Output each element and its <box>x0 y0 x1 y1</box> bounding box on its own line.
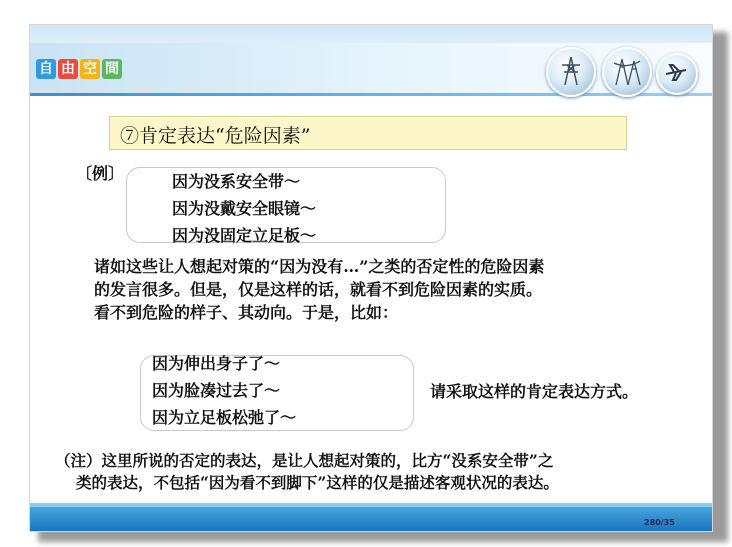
logo-char: 自 <box>36 59 56 79</box>
positive-line: 因为立足板松弛了～ <box>152 408 297 427</box>
paragraph-line: 看不到危险的样子、其动向。于是，比如： <box>94 303 399 322</box>
airplane-icon <box>656 53 698 95</box>
note-line: （注）这里所说的否定的表达，是让人想起对策的，比方“没系安全带”之 <box>55 451 554 470</box>
power-lines-icon <box>602 47 652 97</box>
slide <box>29 24 713 532</box>
note-line: 类的表达，不包括“因为看不到脚下”这样的仅是描述客观状况的表达。 <box>76 473 559 492</box>
example-label: 〔例〕 <box>76 164 125 183</box>
logo-char: 空 <box>80 59 100 79</box>
power-tower-icon <box>546 47 596 97</box>
header-line <box>30 93 712 96</box>
logo <box>36 59 122 83</box>
example-line: 因为没固定立足板～ <box>172 226 317 245</box>
page-number: 280/35 <box>644 518 675 527</box>
section-title: ⑦肯定表达“危险因素” <box>120 125 311 147</box>
positive-line: 因为伸出身子了～ <box>152 354 281 373</box>
section-title-box <box>109 116 627 150</box>
footer-band <box>30 507 712 531</box>
logo-char: 間 <box>102 59 122 79</box>
example-line: 因为没戴安全眼镜～ <box>172 199 317 218</box>
paragraph-line: 诸如这些让人想起对策的“因为没有…”之类的否定性的危险因素 <box>94 257 545 276</box>
paragraph-line: 的发言很多。但是，仅是这样的话，就看不到危险因素的实质。 <box>94 280 543 299</box>
positive-note: 请采取这样的肯定表达方式。 <box>430 382 639 401</box>
example-line: 因为没系安全带～ <box>172 172 301 191</box>
positive-line: 因为脸凑过去了～ <box>152 381 281 400</box>
logo-char: 由 <box>58 59 78 79</box>
